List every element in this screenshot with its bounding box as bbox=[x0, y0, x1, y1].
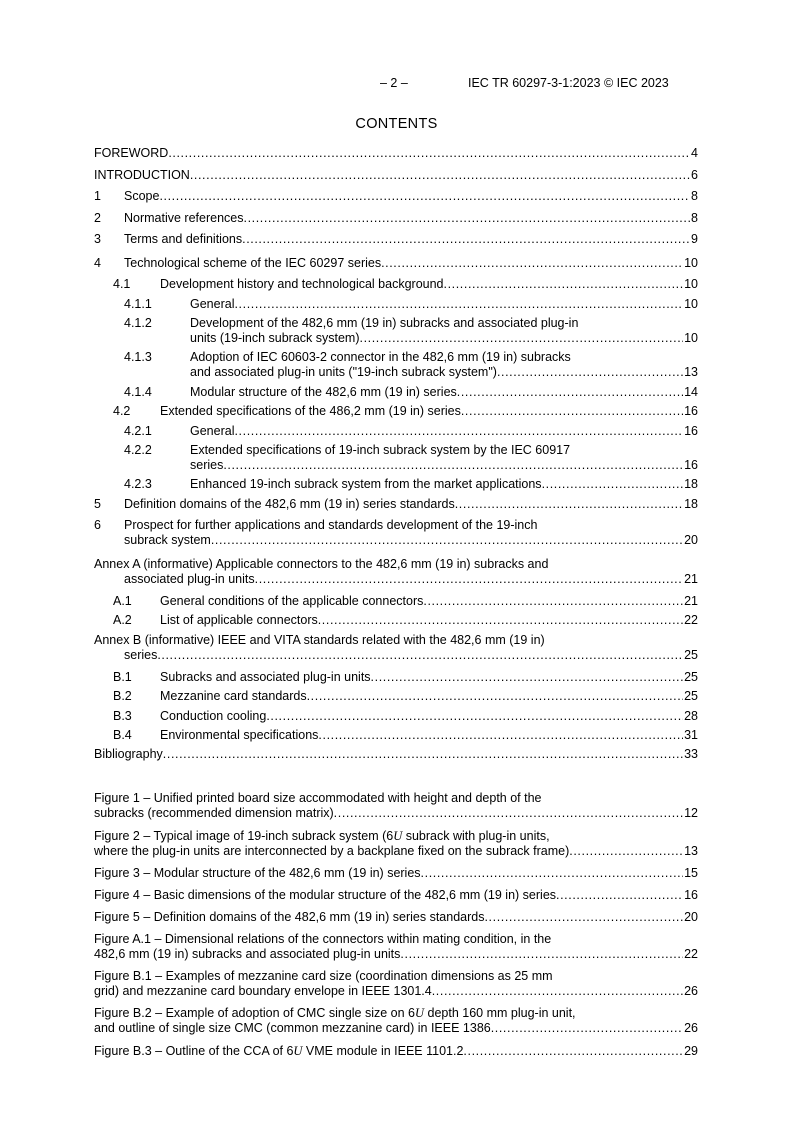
toc-title: Scope bbox=[124, 189, 160, 203]
figure-title: Figure 5 – Definition domains of the 482,6 mm (19 in) series standards bbox=[94, 910, 485, 924]
toc-number: 4.2.2 bbox=[124, 443, 152, 457]
figure-title: and outline of single size CMC (common mezzanine card) in IEEE 1386 bbox=[94, 1021, 491, 1035]
toc-entry-2[interactable] bbox=[94, 211, 698, 226]
figure-title: Figure 4 – Basic dimensions of the modular structure of the 482,6 mm (19 in) series bbox=[94, 888, 557, 902]
toc-page: 8 bbox=[691, 189, 698, 203]
toc-page: 10 bbox=[684, 297, 698, 311]
figure-title-line1: Figure 1 – Unified printed board size accommodated with height and depth of the bbox=[94, 791, 542, 805]
document-reference: IEC TR 60297-3-1:2023 © IEC 2023 bbox=[468, 76, 669, 90]
toc-number: 6 bbox=[94, 518, 101, 532]
toc-entry-4-1-1[interactable] bbox=[124, 297, 698, 312]
toc-entry-annex-a[interactable] bbox=[94, 557, 698, 587]
toc-page: 8 bbox=[691, 211, 698, 225]
toc-title: Development history and technological background bbox=[160, 277, 444, 291]
toc-title: Conduction cooling bbox=[160, 709, 267, 723]
toc-page: 21 bbox=[684, 572, 698, 586]
toc-entry-b-2[interactable] bbox=[113, 689, 698, 704]
toc-page: 13 bbox=[684, 365, 698, 379]
toc-page: 16 bbox=[684, 404, 698, 418]
figure-entry-b-2[interactable] bbox=[94, 1006, 698, 1036]
figure-entry-3[interactable] bbox=[94, 866, 698, 881]
toc-page: 28 bbox=[684, 709, 698, 723]
toc-entry-4-2-1[interactable] bbox=[124, 424, 698, 439]
toc-page: 18 bbox=[684, 477, 698, 491]
toc-page: 25 bbox=[684, 670, 698, 684]
toc-page: 10 bbox=[684, 256, 698, 270]
toc-entry-4-1-2[interactable] bbox=[124, 316, 698, 346]
toc-entry-introduction[interactable] bbox=[94, 168, 698, 183]
toc-title: General bbox=[190, 424, 235, 438]
toc-title: and associated plug-in units ("19-inch subrack system") bbox=[190, 365, 497, 379]
figure-page: 16 bbox=[684, 888, 698, 902]
figure-entry-5[interactable] bbox=[94, 910, 698, 925]
toc-title: units (19-inch subrack system) bbox=[190, 331, 360, 345]
figure-page: 26 bbox=[684, 1021, 698, 1035]
toc-page: 10 bbox=[684, 277, 698, 291]
toc-title-line1: Annex B (informative) IEEE and VITA standards related with the 482,6 mm (19 in) bbox=[94, 633, 545, 647]
toc-number: 2 bbox=[94, 211, 101, 225]
figure-entry-b-1[interactable] bbox=[94, 969, 698, 999]
toc-title-line1: Extended specifications of 19-inch subrack system by the IEC 60917 bbox=[190, 443, 571, 457]
page-title: CONTENTS bbox=[355, 116, 438, 132]
toc-entry-3[interactable] bbox=[94, 232, 698, 247]
figure-page: 29 bbox=[684, 1044, 698, 1058]
figure-title-line1: Figure A.1 – Dimensional relations of the connectors within mating condition, in the bbox=[94, 932, 552, 946]
toc-entry-b-3[interactable] bbox=[113, 709, 698, 724]
toc-page: 18 bbox=[684, 497, 698, 511]
toc-entry-annex-b[interactable] bbox=[94, 633, 698, 663]
toc-page: 31 bbox=[684, 728, 698, 742]
toc-number: 4.2.1 bbox=[124, 424, 152, 438]
toc-number: B.3 bbox=[113, 709, 132, 723]
figure-title: subracks (recommended dimension matrix) bbox=[94, 806, 334, 820]
toc-page: 6 bbox=[691, 168, 698, 182]
page-number: – 2 – bbox=[380, 76, 408, 90]
toc-page: 9 bbox=[691, 232, 698, 246]
figure-title-line1: Figure B.2 – Example of adoption of CMC single size on 6U depth 160 mm plug-in unit, bbox=[94, 1006, 576, 1020]
figure-title: grid) and mezzanine card boundary envelope in IEEE 1301.4 bbox=[94, 984, 432, 998]
toc-title: Mezzanine card standards bbox=[160, 689, 307, 703]
toc-title: Technological scheme of the IEC 60297 series bbox=[124, 256, 382, 270]
figure-page: 15 bbox=[684, 866, 698, 880]
toc-entry-foreword[interactable] bbox=[94, 146, 698, 161]
figure-entry-b-3[interactable] bbox=[94, 1044, 698, 1059]
toc-page: 33 bbox=[684, 747, 698, 761]
toc-number: A.2 bbox=[113, 613, 132, 627]
toc-title: Bibliography bbox=[94, 747, 163, 761]
figure-title-line1: Figure B.1 – Examples of mezzanine card size (coordination dimensions as 25 mm bbox=[94, 969, 553, 983]
toc-number: B.1 bbox=[113, 670, 132, 684]
figure-entry-1[interactable] bbox=[94, 791, 698, 821]
toc-number: 4.2 bbox=[113, 404, 131, 418]
toc-title: Subracks and associated plug-in units bbox=[160, 670, 371, 684]
toc-number: 4 bbox=[94, 256, 101, 270]
toc-entry-1[interactable] bbox=[94, 189, 698, 204]
toc-number: 3 bbox=[94, 232, 101, 246]
toc-page: 16 bbox=[684, 458, 698, 472]
toc-title: General conditions of the applicable connectors bbox=[160, 594, 424, 608]
toc-number: 4.1.2 bbox=[124, 316, 152, 330]
toc-title: General bbox=[190, 297, 235, 311]
toc-page: 20 bbox=[684, 533, 698, 547]
toc-number: B.4 bbox=[113, 728, 132, 742]
toc-page: 16 bbox=[684, 424, 698, 438]
toc-title: subrack system bbox=[124, 533, 211, 547]
figure-entry-a-1[interactable] bbox=[94, 932, 698, 962]
toc-entry-bibliography[interactable] bbox=[94, 747, 698, 762]
toc-entry-4-1-3[interactable] bbox=[124, 350, 698, 380]
toc-title: List of applicable connectors bbox=[160, 613, 318, 627]
toc-page: 25 bbox=[684, 689, 698, 703]
toc-title-line1: Adoption of IEC 60603-2 connector in the 482,6 mm (19 in) subracks bbox=[190, 350, 571, 364]
figure-page: 12 bbox=[684, 806, 698, 820]
toc-title: FOREWORD bbox=[94, 146, 169, 160]
figure-title: 482,6 mm (19 in) subracks and associated plug-in units bbox=[94, 947, 401, 961]
toc-title: Modular structure of the 482,6 mm (19 in) series bbox=[190, 385, 457, 399]
toc-title: Normative references bbox=[124, 211, 244, 225]
toc-title: series bbox=[124, 648, 158, 662]
toc-page: 14 bbox=[684, 385, 698, 399]
toc-title: Extended specifications of the 486,2 mm (19 in) series bbox=[160, 404, 461, 418]
toc-page: 21 bbox=[684, 594, 698, 608]
toc-entry-4-2-3[interactable] bbox=[124, 477, 698, 492]
toc-entry-b-1[interactable] bbox=[113, 670, 698, 685]
figure-title: Figure 3 – Modular structure of the 482,6 mm (19 in) series bbox=[94, 866, 421, 880]
toc-title-line1: Prospect for further applications and standards development of the 19-inch bbox=[124, 518, 538, 532]
toc-title: Terms and definitions bbox=[124, 232, 243, 246]
toc-entry-a-1[interactable] bbox=[113, 594, 698, 609]
toc-number: 4.1.1 bbox=[124, 297, 152, 311]
toc-title: associated plug-in units bbox=[124, 572, 255, 586]
toc-page: 25 bbox=[684, 648, 698, 662]
toc-number: 5 bbox=[94, 497, 101, 511]
toc-number: 4.2.3 bbox=[124, 477, 152, 491]
toc-title: Environmental specifications bbox=[160, 728, 319, 742]
toc-title: Definition domains of the 482,6 mm (19 in) series standards bbox=[124, 497, 455, 511]
toc-number: 4.1.4 bbox=[124, 385, 152, 399]
toc-entry-b-4[interactable] bbox=[113, 728, 698, 743]
toc-entry-4-2-2[interactable] bbox=[124, 443, 698, 473]
toc-number: 4.1.3 bbox=[124, 350, 152, 364]
figure-entry-2[interactable] bbox=[94, 829, 698, 859]
figure-page: 26 bbox=[684, 984, 698, 998]
toc-entry-5[interactable] bbox=[94, 497, 698, 512]
figure-title: Figure B.3 – Outline of the CCA of 6U VME module in IEEE 1101.2 bbox=[94, 1044, 464, 1058]
toc-number: A.1 bbox=[113, 594, 132, 608]
figure-page: 13 bbox=[684, 844, 698, 858]
toc-page: 10 bbox=[684, 331, 698, 345]
figure-title-line1: Figure 2 – Typical image of 19-inch subrack system (6U subrack with plug-in units, bbox=[94, 829, 550, 843]
toc-number: 1 bbox=[94, 189, 101, 203]
toc-page: 22 bbox=[684, 613, 698, 627]
toc-entry-6[interactable] bbox=[94, 518, 698, 548]
figure-title: where the plug-in units are interconnected by a backplane fixed on the subrack frame) bbox=[94, 844, 570, 858]
toc-title: series bbox=[190, 458, 224, 472]
toc-entry-4-1-4[interactable] bbox=[124, 385, 698, 400]
toc-title-line1: Annex A (informative) Applicable connectors to the 482,6 mm (19 in) subracks and bbox=[94, 557, 549, 571]
toc-title-line1: Development of the 482,6 mm (19 in) subracks and associated plug-in bbox=[190, 316, 579, 330]
toc-title: Enhanced 19-inch subrack system from the market applications bbox=[190, 477, 542, 491]
toc-entry-4[interactable] bbox=[94, 256, 698, 271]
figure-page: 22 bbox=[684, 947, 698, 961]
figure-page: 20 bbox=[684, 910, 698, 924]
toc-number: B.2 bbox=[113, 689, 132, 703]
figure-entry-4[interactable] bbox=[94, 888, 698, 903]
toc-entry-a-2[interactable] bbox=[113, 613, 698, 628]
toc-page: 4 bbox=[691, 146, 698, 160]
toc-entry-4-1[interactable] bbox=[113, 277, 698, 292]
toc-entry-4-2[interactable] bbox=[113, 404, 698, 419]
toc-number: 4.1 bbox=[113, 277, 131, 291]
toc-title: INTRODUCTION bbox=[94, 168, 190, 182]
